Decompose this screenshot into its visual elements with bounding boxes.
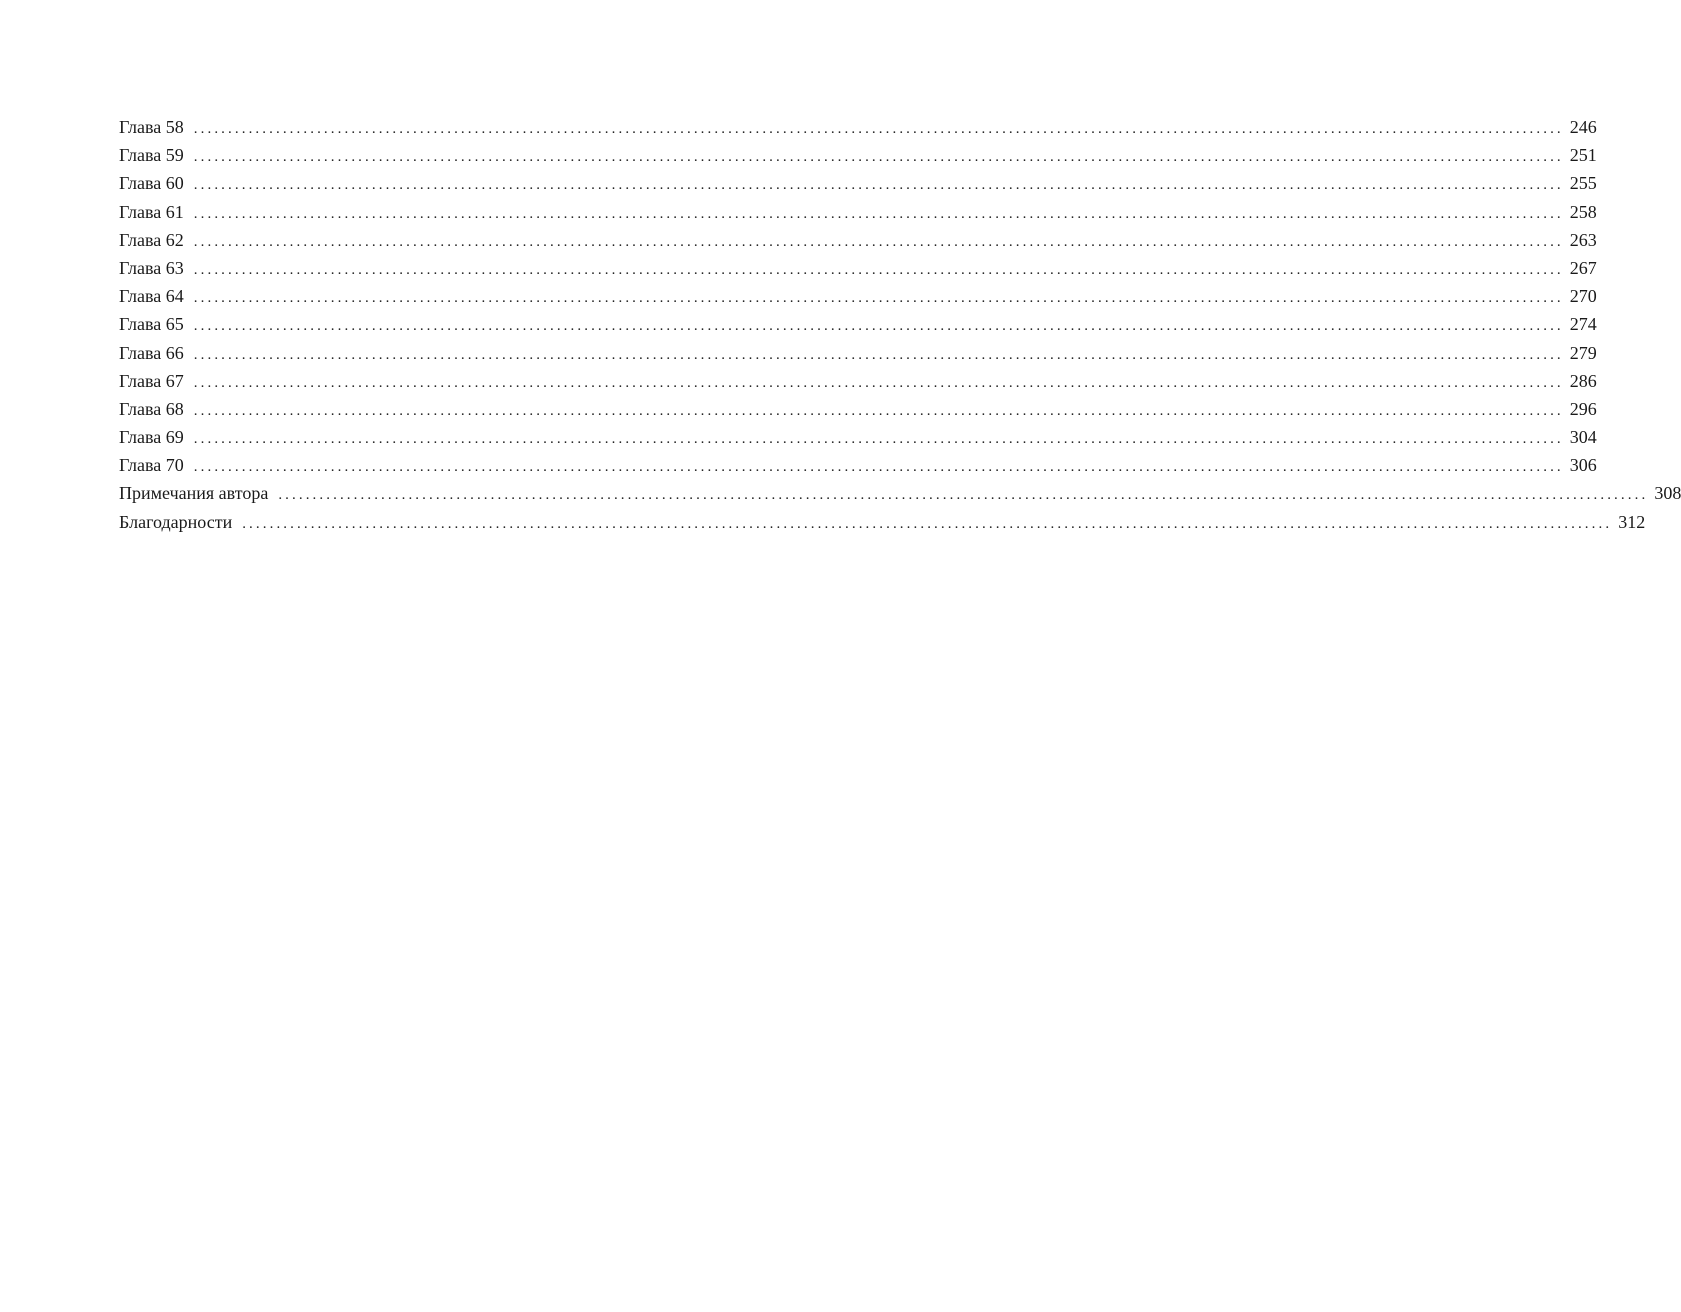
toc-entry-chapter-59[interactable]	[119, 141, 1597, 169]
toc-entry-acknowledgements[interactable]	[119, 508, 1646, 536]
toc-entry-chapter-69[interactable]	[119, 423, 1597, 451]
toc-entry-chapter-70[interactable]	[119, 451, 1597, 479]
toc-dot-leader: ........................................................................................................................................................................................................	[278, 487, 1649, 504]
toc-entry-title: Глава 66	[119, 342, 184, 363]
toc-entry-title: Глава 64	[119, 286, 184, 307]
toc-dot-leader: ........................................................................................................................................................................................................	[193, 346, 1564, 363]
toc-entry-chapter-61[interactable]	[119, 198, 1597, 226]
toc-entry-title: Глава 63	[119, 257, 184, 278]
toc-dot-leader: ........................................................................................................................................................................................................	[193, 149, 1564, 166]
toc-dot-leader: ........................................................................................................................................................................................................	[193, 290, 1564, 307]
toc-entry-page: 251	[1569, 145, 1597, 166]
toc-dot-leader: ........................................................................................................................................................................................................	[193, 205, 1564, 222]
table-of-contents	[119, 113, 1681, 536]
toc-entry-page: 306	[1569, 455, 1597, 476]
toc-entry-chapter-68[interactable]	[119, 395, 1597, 423]
toc-entry-chapter-64[interactable]	[119, 282, 1597, 310]
toc-dot-leader: ........................................................................................................................................................................................................	[193, 261, 1564, 278]
toc-dot-leader: ........................................................................................................................................................................................................	[193, 374, 1564, 391]
toc-dot-leader: ........................................................................................................................................................................................................	[193, 121, 1564, 137]
toc-entry-page: 270	[1569, 286, 1597, 307]
toc-entry-page: 308	[1654, 483, 1681, 504]
toc-entry-chapter-65[interactable]	[119, 310, 1597, 338]
toc-entry-page: 246	[1569, 117, 1597, 137]
toc-entry-page: 286	[1569, 370, 1597, 391]
toc-entry-chapter-62[interactable]	[119, 226, 1597, 254]
toc-entry-page: 267	[1569, 257, 1597, 278]
toc-entry-title: Глава 68	[119, 398, 184, 419]
toc-dot-leader: ........................................................................................................................................................................................................	[193, 318, 1564, 335]
toc-entry-title: Глава 70	[119, 455, 184, 476]
toc-entry-author-notes[interactable]	[119, 479, 1681, 507]
toc-entry-page: 255	[1569, 173, 1597, 194]
toc-entry-title: Глава 60	[119, 173, 184, 194]
toc-entry-title: Глава 62	[119, 229, 184, 250]
toc-dot-leader: ........................................................................................................................................................................................................	[242, 515, 1613, 532]
toc-entry-page: 304	[1569, 427, 1597, 448]
toc-entry-page: 296	[1569, 398, 1597, 419]
toc-entry-title: Глава 61	[119, 201, 184, 222]
toc-entry-chapter-66[interactable]	[119, 339, 1597, 367]
toc-entry-title: Глава 58	[119, 117, 184, 137]
toc-entry-page: 274	[1569, 314, 1597, 335]
toc-entry-title: Глава 67	[119, 370, 184, 391]
toc-entry-chapter-60[interactable]	[119, 169, 1597, 197]
toc-entry-title: Глава 59	[119, 145, 184, 166]
toc-entry-page: 312	[1618, 511, 1646, 532]
toc-entry-title: Благодарности	[119, 511, 233, 532]
toc-dot-leader: ........................................................................................................................................................................................................	[193, 177, 1564, 194]
toc-entry-page: 263	[1569, 229, 1597, 250]
toc-dot-leader: ........................................................................................................................................................................................................	[193, 431, 1564, 448]
toc-entry-chapter-67[interactable]	[119, 367, 1597, 395]
toc-entry-title: Глава 65	[119, 314, 184, 335]
toc-entry-page: 279	[1569, 342, 1597, 363]
toc-entry-title: Примечания автора	[119, 483, 269, 504]
toc-dot-leader: ........................................................................................................................................................................................................	[193, 402, 1564, 419]
toc-dot-leader: ........................................................................................................................................................................................................	[193, 459, 1564, 476]
toc-dot-leader: ........................................................................................................................................................................................................	[193, 233, 1564, 250]
toc-entry-chapter-63[interactable]	[119, 254, 1597, 282]
toc-entry-chapter-58[interactable]	[119, 113, 1597, 141]
toc-entry-title: Глава 69	[119, 427, 184, 448]
toc-entry-page: 258	[1569, 201, 1597, 222]
